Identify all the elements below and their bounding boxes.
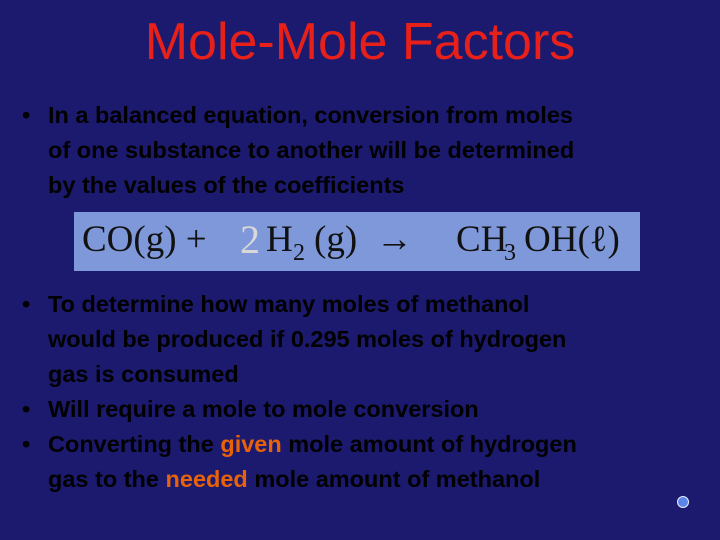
equation-coefficient: 2 [240,217,260,262]
equation-ch-subscript: 3 [504,240,516,266]
bullet-icon: • [22,102,31,128]
bullet-line: by the values of the coefficients [48,172,405,198]
bullet-text: Converting the [48,431,221,457]
bullet-icon: • [22,431,31,457]
bullet-item [18,98,708,203]
reaction-arrow-icon: → [376,219,413,260]
equation-reactant-co: CO(g) + [82,219,207,260]
bullet-line: In a balanced equation, conversion from moles [48,102,573,128]
bullet-item [18,287,708,392]
bullet-line: would be produced if 0.295 moles of hydrogen [48,326,567,352]
bullet-icon: • [22,291,31,317]
bullet-line: gas is consumed [48,361,239,387]
equation-h-subscript: 2 [293,240,305,266]
slide-title: Mole-Mole Factors [144,13,576,71]
bullet-text: mole amount of methanol [247,466,541,492]
intro-bullet [18,98,708,203]
bullet-text: mole amount of hydrogen [281,431,577,457]
bullet-line: Will require a mole to mole conversion [48,396,479,422]
equation-ch: CH [456,219,508,260]
bullet-line: To determine how many moles of methanol [48,291,530,317]
bullet-item [18,392,708,427]
chemical-equation [74,212,640,271]
equation-h: H [266,219,293,260]
bullet-list [18,287,708,497]
equation-oh: OH(ℓ) [524,219,620,260]
slide-nav-button[interactable] [677,496,689,508]
bullet-line [48,427,708,462]
bullet-item [18,427,708,497]
highlight-needed: needed [165,466,248,492]
equation-h-state: (g) [314,219,358,260]
highlight-given: given [220,431,282,457]
bullet-line [48,462,708,497]
bullet-line: of one substance to another will be determined [48,137,575,163]
bullet-text: gas to the [48,466,166,492]
bullet-icon: • [22,396,31,422]
